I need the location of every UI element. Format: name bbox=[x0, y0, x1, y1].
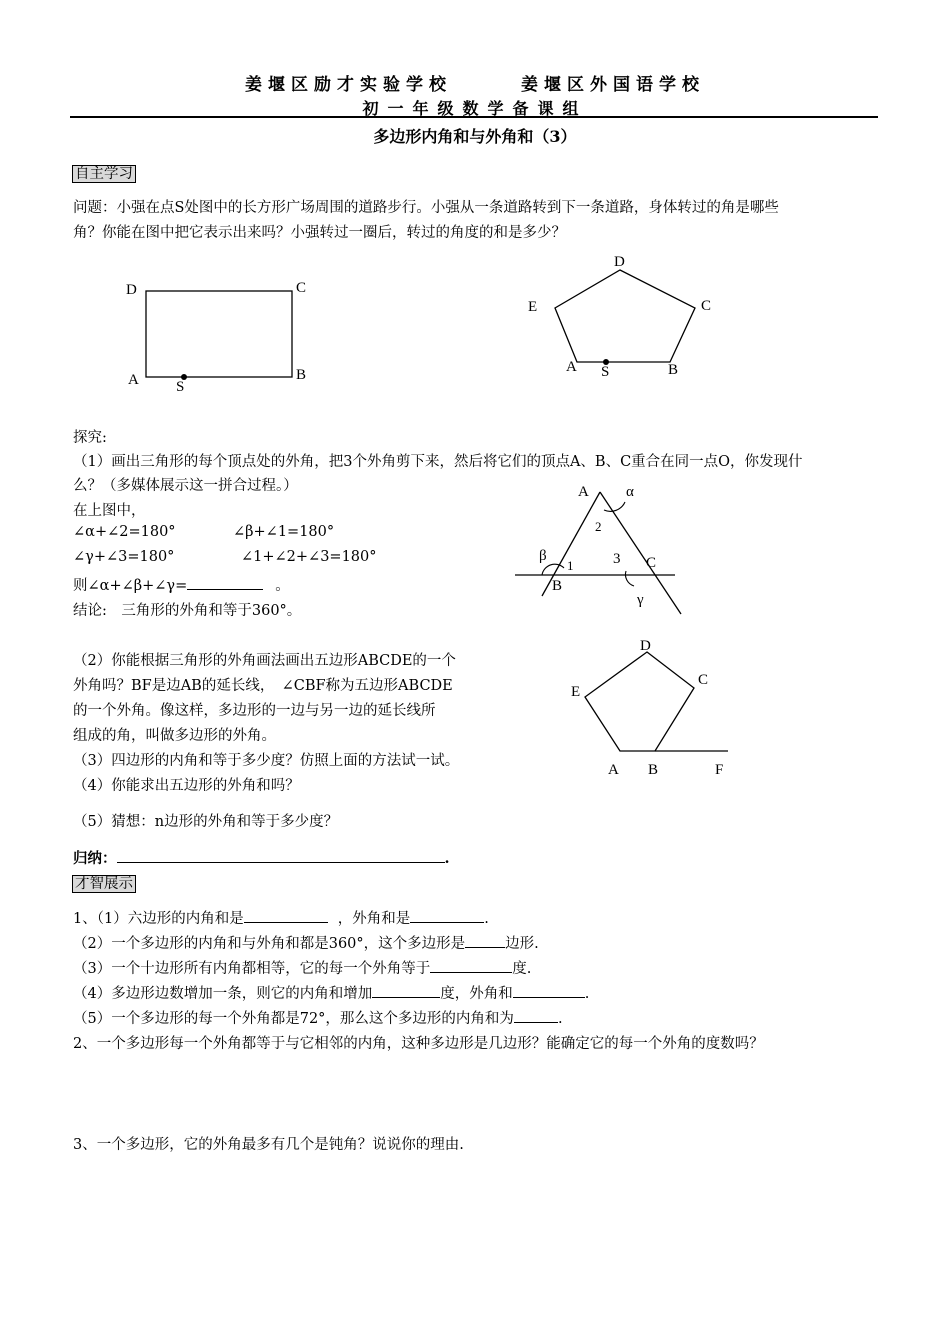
label-b: B bbox=[552, 578, 563, 594]
question-2: 2、一个多边形每一个外角都等于与它相邻的内角，这种多边形是几边形？能确定它的每一个外角的度数吗？ bbox=[73, 1036, 764, 1052]
label-1: 1 bbox=[567, 558, 574, 573]
pentagon-shape bbox=[585, 652, 694, 751]
label-d: D bbox=[614, 254, 625, 270]
q1-3-blank[interactable] bbox=[430, 958, 512, 973]
label-beta: β bbox=[539, 548, 547, 564]
label-e: E bbox=[528, 299, 538, 315]
equation-2a: ∠γ+∠3=180° bbox=[73, 549, 175, 565]
explore-item2-line1: （2）你能根据三角形的外角画法画出五边形ABCDE的一个 bbox=[73, 653, 456, 669]
pentagon-figure-2 bbox=[565, 630, 745, 780]
q1-2-text-b: 边形. bbox=[505, 936, 539, 952]
label-a: A bbox=[128, 372, 139, 388]
label-c: C bbox=[698, 672, 709, 688]
sum-suffix: 。 bbox=[275, 578, 290, 594]
label-a: A bbox=[566, 359, 577, 375]
conclusion: 结论: 三角形的外角和等于360°。 bbox=[73, 603, 302, 619]
q1-1-text-b: ，外角和是 bbox=[337, 911, 411, 927]
label-s: S bbox=[176, 379, 185, 395]
label-s: S bbox=[601, 364, 610, 380]
label-b: B bbox=[668, 362, 679, 378]
explore-item1-line1: （1）画出三角形的每个顶点处的外角，把3个外角剪下来，然后将它们的顶点A、B、C重合在同一点O，你发现什 bbox=[73, 454, 803, 470]
q1-2-blank[interactable] bbox=[465, 933, 505, 948]
q1-2 bbox=[73, 932, 539, 953]
sum-prefix: 则∠α+∠β+∠γ= bbox=[73, 578, 188, 594]
q1-1 bbox=[73, 907, 489, 928]
angle-beta-arc bbox=[542, 564, 564, 575]
explore-in-figure: 在上图中， bbox=[73, 503, 146, 519]
question-line-2: 角？你能在图中把它表示出来吗？小强转过一圈后，转过的角度的和是多少？ bbox=[73, 225, 566, 241]
q1-1-blank-2[interactable] bbox=[410, 908, 484, 923]
equation-1b: ∠β+∠1=180° bbox=[233, 524, 335, 540]
q1-1-text-a: 1、（1）六边形的内角和是 bbox=[73, 911, 244, 927]
q1-4-text-a: （4）多边形边数增加一条，则它的内角和增加 bbox=[73, 986, 373, 1002]
equation-1a: ∠α+∠2=180° bbox=[73, 524, 176, 540]
rectangle-figure bbox=[120, 275, 320, 400]
pentagon-figure-1 bbox=[520, 250, 720, 385]
rectangle-shape bbox=[146, 291, 292, 377]
explore-item2-line4: 组成的角，叫做多边形的外角。 bbox=[73, 728, 276, 744]
header-rule bbox=[70, 116, 878, 118]
q1-5-blank[interactable] bbox=[514, 1008, 558, 1023]
question-line-1: 问题：小强在点S处图中的长方形广场周围的道路步行。小强从一条道路转到下一条道路，身体转过的角是哪些 bbox=[73, 200, 779, 216]
q1-3 bbox=[73, 957, 531, 978]
grade-group: 初一年级数学备课组 bbox=[362, 99, 588, 118]
explore-item2-line3: 的一个外角。像这样，多边形的一边与另一边的延长线所 bbox=[73, 703, 436, 719]
section-tag-show bbox=[72, 872, 136, 893]
label-d: D bbox=[126, 282, 137, 298]
summary-blank[interactable] bbox=[117, 848, 445, 863]
label-alpha: α bbox=[626, 484, 634, 500]
label-c: C bbox=[701, 298, 712, 314]
page-title: 多边形内角和与外角和（3） bbox=[373, 127, 577, 146]
summary-end: . bbox=[444, 850, 450, 867]
label-2: 2 bbox=[595, 519, 602, 534]
sum-line bbox=[73, 574, 290, 595]
q1-4-blank-2[interactable] bbox=[513, 983, 585, 998]
section-tag-self-study bbox=[72, 162, 136, 183]
label-3: 3 bbox=[613, 551, 621, 567]
equation-2b: ∠1+∠2+∠3=180° bbox=[241, 549, 377, 565]
pentagon-shape bbox=[555, 270, 695, 362]
summary-label: 归纳： bbox=[73, 850, 117, 867]
q1-3-text-b: 度. bbox=[512, 961, 532, 977]
explore-item3: （3）四边形的内角和等于多少度？仿照上面的方法试一试。 bbox=[73, 753, 460, 769]
section-tag-label: 才智展示 bbox=[72, 875, 136, 893]
angle-gamma-arc bbox=[625, 571, 634, 586]
triangle-figure bbox=[510, 478, 700, 618]
question-3: 3、一个多边形，它的外角最多有几个是钝角？说说你的理由. bbox=[73, 1137, 464, 1153]
q1-4-text-c: . bbox=[584, 986, 590, 1002]
label-e: E bbox=[571, 684, 581, 700]
label-b: B bbox=[296, 367, 307, 383]
explore-item4: （4）你能求出五边形的外角和吗？ bbox=[73, 778, 300, 794]
explore-heading: 探究: bbox=[73, 430, 107, 446]
q1-4-blank-1[interactable] bbox=[372, 983, 440, 998]
summary-line bbox=[73, 847, 450, 868]
label-c: C bbox=[296, 280, 307, 296]
label-c: C bbox=[646, 555, 657, 571]
q1-1-blank-1[interactable] bbox=[244, 908, 328, 923]
q1-5-text-a: （5）一个多边形的每一个外角都是72°，那么这个多边形的内角和为 bbox=[73, 1011, 514, 1027]
q1-4-text-b: 度，外角和 bbox=[440, 986, 513, 1002]
explore-item2-line2: 外角吗？BF是边AB的延长线， ∠CBF称为五边形ABCDE bbox=[73, 678, 453, 694]
q1-3-text-a: （3）一个十边形所有内角都相等，它的每一个外角等于 bbox=[73, 961, 431, 977]
school-names: 姜堰区励才实验学校 姜堰区外国语学校 bbox=[245, 75, 705, 95]
label-d: D bbox=[640, 638, 651, 654]
side-ab bbox=[542, 492, 600, 596]
sum-blank[interactable] bbox=[187, 575, 263, 590]
label-a: A bbox=[608, 762, 619, 778]
q1-1-text-c: . bbox=[484, 911, 489, 927]
explore-item5: （5）猜想：n边形的外角和等于多少度？ bbox=[73, 814, 339, 830]
q1-5 bbox=[73, 1007, 563, 1028]
label-f: F bbox=[715, 762, 724, 778]
q1-5-text-b: . bbox=[557, 1011, 563, 1027]
label-a: A bbox=[578, 484, 589, 500]
label-b: B bbox=[648, 762, 659, 778]
explore-item1-line2: 么？（多媒体展示这一拼合过程。） bbox=[73, 478, 298, 494]
section-tag-label: 自主学习 bbox=[72, 165, 136, 183]
label-gamma: γ bbox=[637, 592, 644, 608]
q1-4 bbox=[73, 982, 589, 1003]
q1-2-text-a: （2）一个多边形的内角和与外角和都是360°，这个多边形是 bbox=[73, 936, 466, 952]
